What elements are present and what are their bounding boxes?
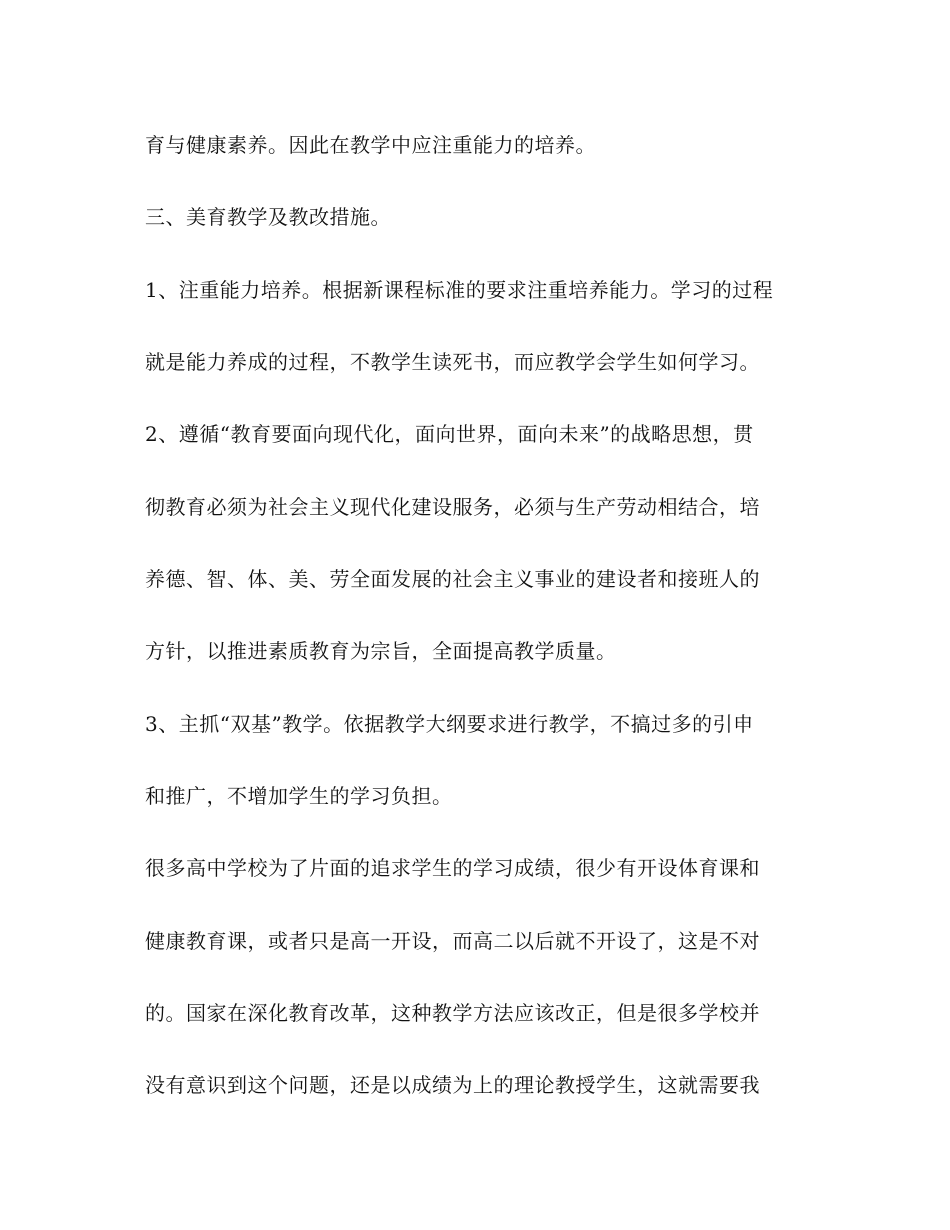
text-line: 2、遵循“教育要面向现代化，面向世界，面向未来”的战略思想，贯 [145,422,754,446]
text-line: 育与健康素养。因此在教学中应注重能力的培养。 [145,133,596,157]
text-line: 和推广，不增加学生的学习负担。 [145,784,453,808]
text-line: 方针，以推进素质教育为宗旨，全面提高教学质量。 [145,639,617,663]
text-line: 1、注重能力培养。根据新课程标准的要求注重培养能力。学习的过程 [145,278,774,302]
text-line: 健康教育课，或者只是高一开设，而高二以后就不开设了，这是不对 [145,929,760,953]
text-line: 彻教育必须为社会主义现代化建设服务，必须与生产劳动相结合，培 [145,495,760,519]
text-line: 的。国家在深化教育改革，这种教学方法应该改正，但是很多学校并 [145,1001,760,1025]
section-heading: 三、美育教学及教改措施。 [145,205,391,229]
text-line: 很多高中学校为了片面的追求学生的学习成绩，很少有开设体育课和 [145,856,760,880]
text-line: 3、主抓“双基”教学。依据教学大纲要求进行教学，不搞过多的引申 [145,712,754,736]
text-line: 养德、智、体、美、劳全面发展的社会主义事业的建设者和接班人的 [145,567,760,591]
text-line: 没有意识到这个问题，还是以成绩为上的理论教授学生，这就需要我 [145,1073,760,1097]
text-line: 就是能力养成的过程，不教学生读死书，而应教学会学生如何学习。 [145,350,760,374]
